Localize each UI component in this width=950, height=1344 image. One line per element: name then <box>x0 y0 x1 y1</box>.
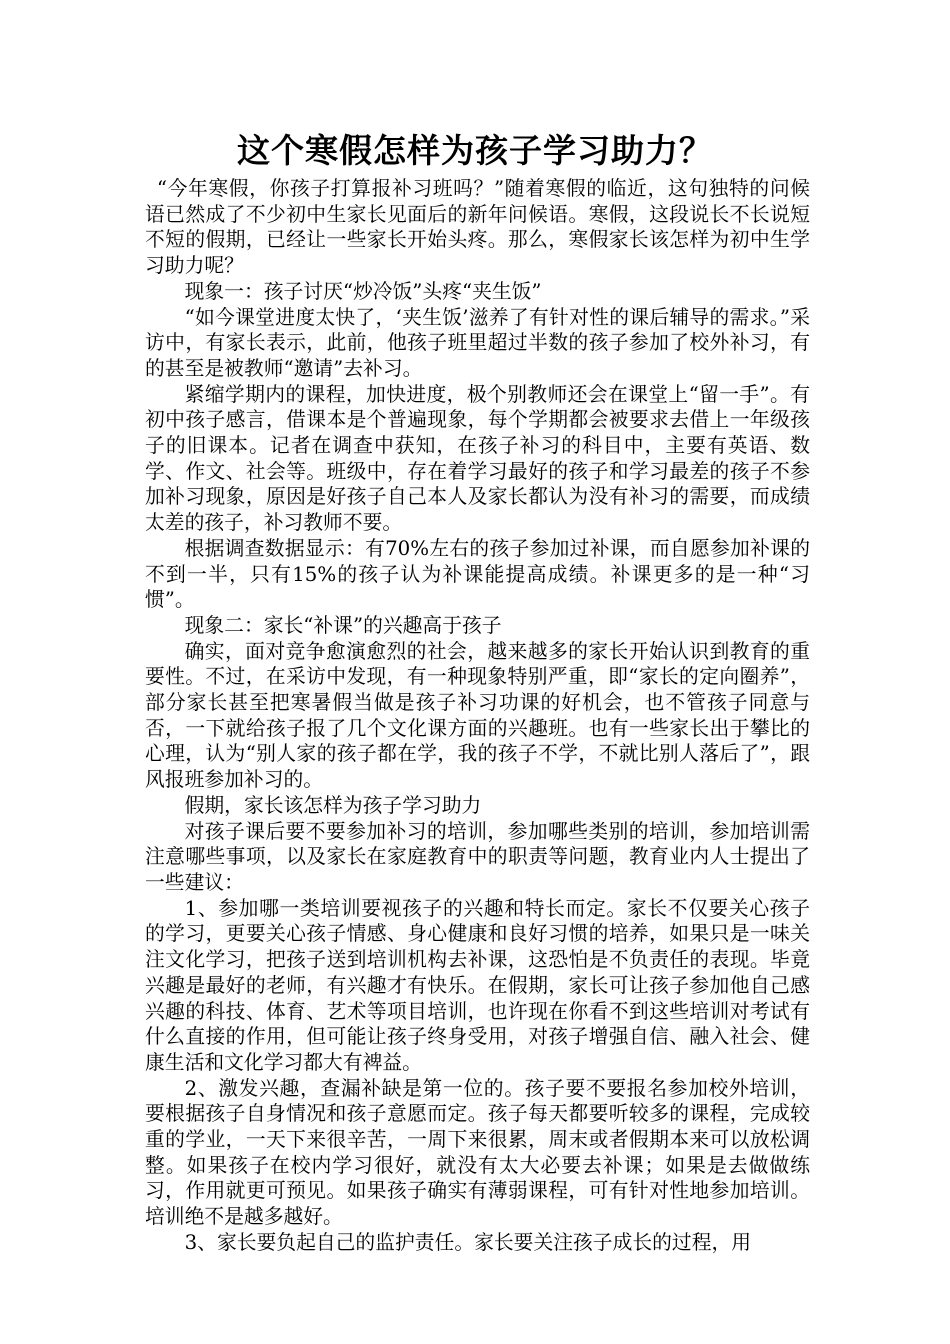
paragraph: 紧缩学期内的课程，加快进度，极个别教师还会在课堂上“留一手”。有初中孩子感言，借课本是个普遍现象，每个学期都会被要求去借上一年级孩子的旧课本。记者在调查中获知，在孩子补习的科目中，主要有英语、数学、作文、社会等。班级中，存在着学习最好的孩子和学习最差的孩子不参加补习现象，原因是好孩子自己本人及家长都认为没有补习的需要，而成绩太差的孩子，补习教师不要。 <box>145 382 810 535</box>
advice-item-1: 1、参加哪一类培训要视孩子的兴趣和特长而定。家长不仅要关心孩子的学习，更要关心孩子情感、身心健康和良好习惯的培养，如果只是一味关注文化学习，把孩子送到培训机构去补课，这恐怕是不负责任的表现。毕竟兴趣是最好的老师，有兴趣才有快乐。在假期，家长可让孩子参加他自己感兴趣的科技、体育、艺术等项目培训，也许现在你看不到这些培训对考试有什么直接的作用，但可能让孩子终身受用，对孩子增强自信、融入社会、健康生活和文化学习都大有裨益。 <box>145 896 810 1074</box>
paragraph-intro: “今年寒假，你孩子打算报补习班吗？”随着寒假的临近，这句独特的问候语已然成了不少初中生家长见面后的新年问候语。寒假，这段说长不长说短不短的假期，已经让一些家长开始头疼。那么，寒假家长该怎样为初中生学习助力呢？ <box>145 177 810 278</box>
paragraph: “如今课堂进度太快了，‘夹生饭’滋养了有针对性的课后辅导的需求。”采访中，有家长表示，此前，他孩子班里超过半数的孩子参加了校外补习，有的甚至是被教师“邀请”去补习。 <box>145 305 810 380</box>
document-title: 这个寒假怎样为孩子学习助力？ <box>237 131 713 170</box>
section-heading-phenomenon-one: 现象一：孩子讨厌“炒冷饭”头疼“夹生饭” <box>184 279 542 303</box>
paragraph: 对孩子课后要不要参加补习的培训，参加哪些类别的培训，参加培训需注意哪些事项，以及家长在家庭教育中的职责等问题，教育业内人士提出了一些建议： <box>145 819 810 894</box>
paragraph: 确实，面对竞争愈演愈烈的社会，越来越多的家长开始认识到教育的重要性。不过，在采访中发现，有一种现象特别严重，即“家长的定向圈养”，部分家长甚至把寒暑假当做是孩子补习功课的好机会，也不管孩子同意与否，一下就给孩子报了几个文化课方面的兴趣班。也有一些家长出于攀比的心理，认为“别人家的孩子都在学，我的孩子不学，不就比别人落后了”，跟风报班参加补习的。 <box>145 639 810 792</box>
document-body <box>145 176 810 1256</box>
section-heading-phenomenon-two: 现象二：家长“补课”的兴趣高于孩子 <box>184 613 502 637</box>
paragraph: 根据调查数据显示：有70%左右的孩子参加过补课，而自愿参加补课的不到一半，只有15%的孩子认为补课能提高成绩。补课更多的是一种“习惯”。 <box>145 536 810 612</box>
advice-item-2: 2、激发兴趣，查漏补缺是第一位的。孩子要不要报名参加校外培训，要根据孩子自身情况和孩子意愿而定。孩子每天都要听较多的课程，完成较重的学业，一天下来很辛苦，一周下来很累，周末或者假期本来可以放松调整。如果孩子在校内学习很好，就没有太大必要去补课；如果是去做做练习，作用就更可预见。如果孩子确实有薄弱课程，可有针对性地参加培训。培训绝不是越多越好。 <box>145 1076 810 1229</box>
advice-item-3: 3、家长要负起自己的监护责任。家长要关注孩子成长的过程，用 <box>184 1230 752 1254</box>
section-heading-holiday-advice: 假期，家长该怎样为孩子学习助力 <box>184 793 482 817</box>
